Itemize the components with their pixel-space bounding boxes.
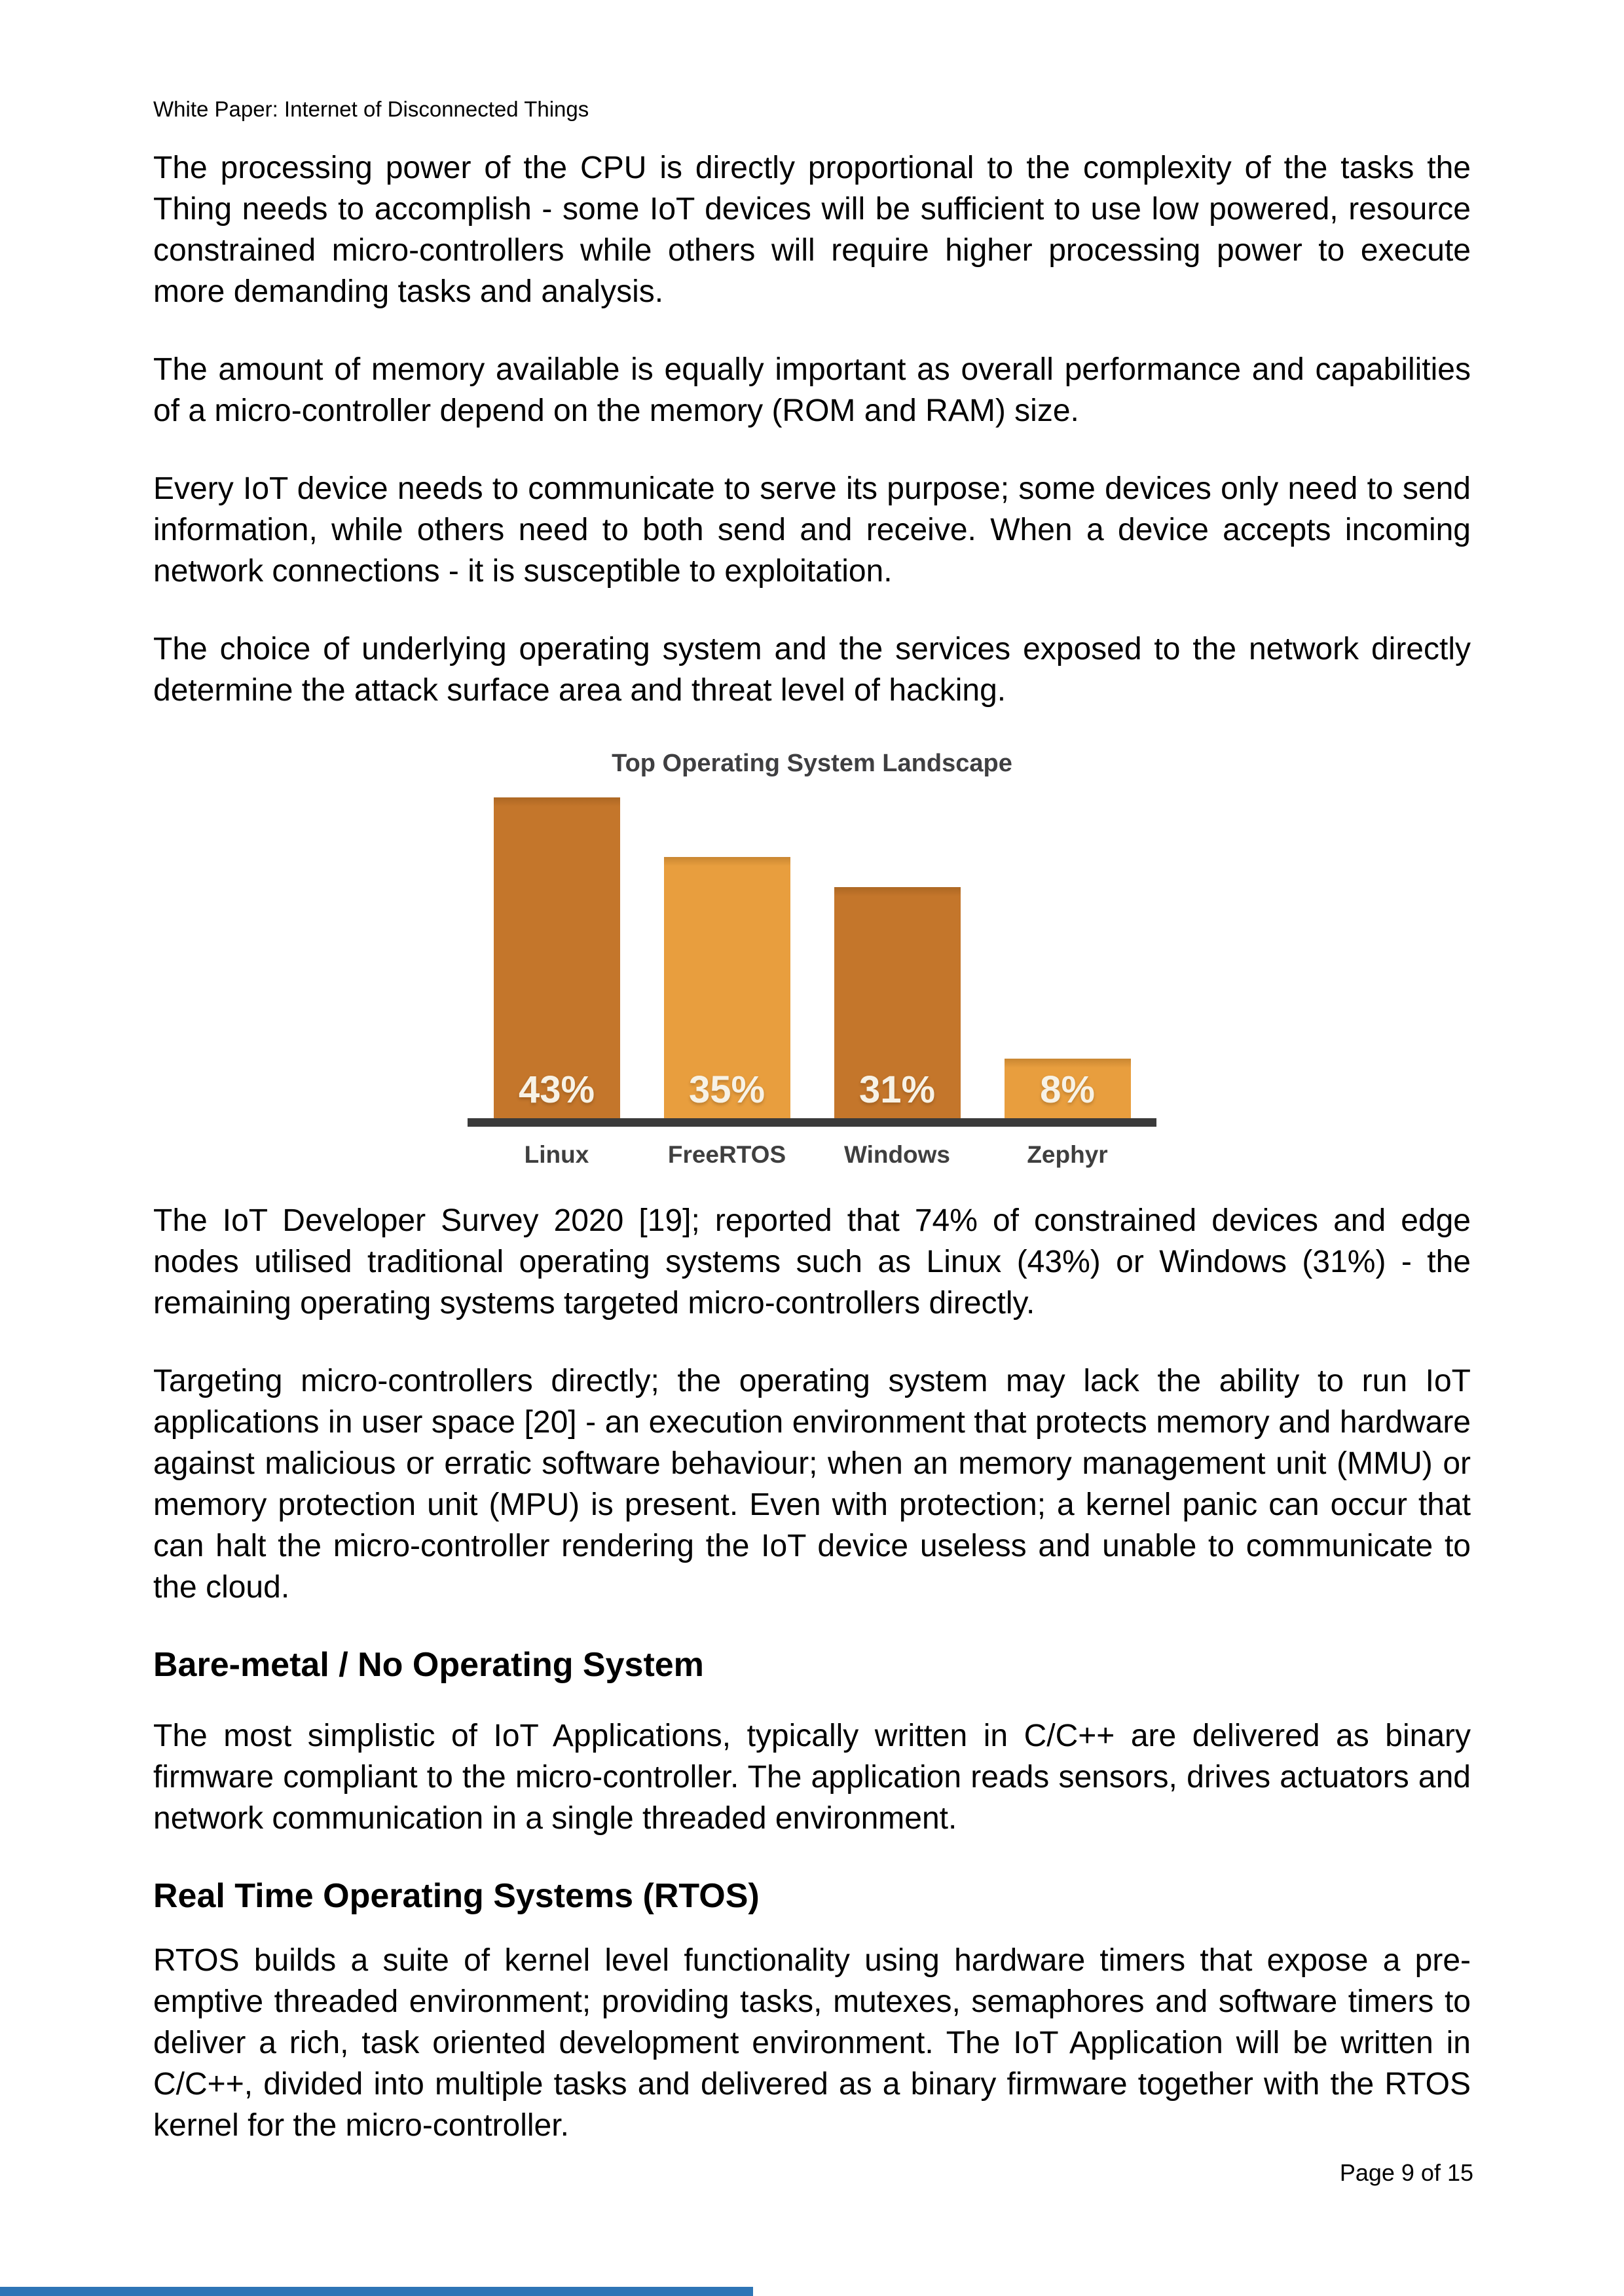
chart-x-axis — [468, 1118, 1156, 1127]
paragraph-cpu-power: The processing power of the CPU is directly proportional to the complexity of the tasks the Thing needs to accomplish - some IoT devices will be sufficient to use low powered, resource constrained micro-controllers while others will require higher processing power to execute more demanding tasks and analysis. — [153, 151, 1471, 309]
category-label-zephyr: Zephyr — [1027, 1141, 1108, 1168]
bar-value-label-zephyr: 8% — [1040, 1068, 1095, 1111]
bar-column-zephyr — [1005, 1059, 1131, 1118]
paragraph-rtos: RTOS builds a suite of kernel level functionality using hardware timers that expose a pre-emptive threaded environment; providing tasks, mutexes, semaphores and software timers to deliver a rich, task oriented development environment. The IoT Application will be written in C/C++, divided into multiple tasks and delivered as a binary firmware together with the RTOS kernel for the micro-controller. — [153, 1943, 1471, 2143]
bar-column-windows — [834, 887, 961, 1118]
page-number: Page 9 of 15 — [1339, 2159, 1473, 2186]
paragraph-mcu-targeting: Targeting micro-controllers directly; the operating system may lack the ability to run IoT applications in user space [20] - an execution environment that protects memory and hardware against malicious or erratic software behaviour; when an memory management unit (MMU) or memory protection unit (MPU) is present. Even with protection; a kernel panic can occur that can halt the micro-controller rendering the IoT device useless and unable to communicate to the cloud. — [153, 1364, 1471, 1605]
paragraph-memory: The amount of memory available is equally important as overall performance and capabilities of a micro-controller depend on the memory (ROM and RAM) size. — [153, 352, 1471, 428]
heading-bare-metal: Bare-metal / No Operating System — [153, 1646, 704, 1684]
bar-group — [468, 796, 1156, 1118]
paragraph-communication: Every IoT device needs to communicate to serve its purpose; some devices only need to send information, while others need to both send and receive. When a device accepts incoming network connections - it is susceptible to exploitation. — [153, 471, 1471, 589]
category-label-windows: Windows — [843, 1141, 951, 1168]
paragraph-bare-metal: The most simplistic of IoT Applications, typically written in C/C++ are delivered as binary firmware compliant to the micro-controller. The application reads sensors, drives actuators and network communication in a single threaded environment. — [153, 1719, 1471, 1836]
category-label-row — [468, 1141, 1156, 1169]
paragraph-os-choice: The choice of underlying operating system and the services exposed to the network directly determine the attack surface area and threat level of hacking. — [153, 632, 1471, 708]
bar-column-linux — [494, 797, 620, 1118]
bar-value-label-freertos: 35% — [688, 1068, 766, 1111]
bar-value-label-linux: 43% — [518, 1068, 595, 1111]
category-label-freertos: FreeRTOS — [667, 1141, 786, 1168]
chart-title: Top Operating System Landscape — [612, 750, 1012, 777]
os-landscape-chart — [468, 748, 1156, 1169]
bar-freertos — [664, 857, 790, 1118]
bar-value-label-windows: 31% — [858, 1068, 936, 1111]
page-body — [153, 0, 1471, 2183]
footer-accent-bar — [0, 2287, 753, 2296]
running-header: White Paper: Internet of Disconnected Things — [153, 97, 589, 121]
heading-rtos: Real Time Operating Systems (RTOS) — [153, 1877, 760, 1915]
category-label-linux: Linux — [524, 1141, 589, 1168]
bar-linux — [494, 797, 620, 1118]
paragraph-survey: The IoT Developer Survey 2020 [19]; reported that 74% of constrained devices and edge nodes utilised traditional operating systems such as Linux (43%) or Windows (31%) - the remaining operating systems targeted micro-controllers directly. — [153, 1203, 1471, 1321]
bar-column-freertos — [664, 857, 790, 1118]
bar-windows — [834, 887, 961, 1118]
bar-zephyr — [1005, 1059, 1131, 1118]
